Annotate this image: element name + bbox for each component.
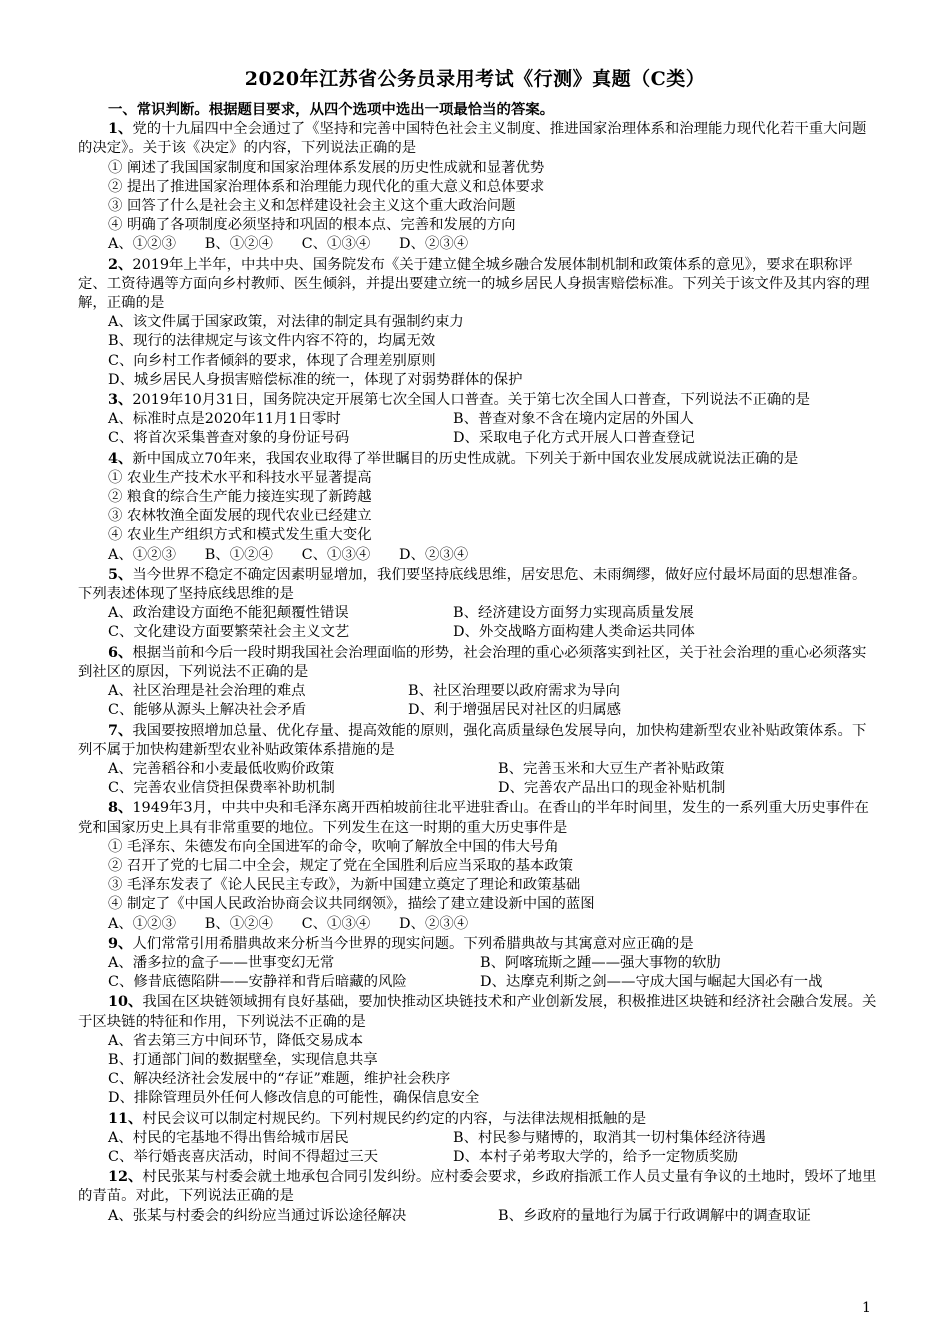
answer-option-d: D、达摩克利斯之剑——守成大国与崛起大国必有一战 — [480, 974, 823, 991]
question-8 — [78, 798, 878, 837]
answer-option-a: A、标准时点是2020年11月1日零时 — [108, 411, 341, 428]
statement-item: ③ 农林牧渔全面发展的现代农业已经建立 — [108, 508, 372, 525]
option-row — [78, 604, 878, 623]
answer-option-a: A、张某与村委会的纠纷应当通过诉讼途径解决 — [108, 1207, 407, 1224]
answer-option-d: D、外交战略方面构建人类命运共同体 — [453, 624, 695, 641]
question-stem: 2019年10月31日，国务院决定开展第七次全国人口普查。关于第七次全国人口普查，下列说法不正确的是 — [132, 392, 811, 409]
question-stem: 我国在区块链领域拥有良好基础，要加快推动区块链技术和产业创新发展，积极推进区块链和经济社会融合发展。关于区块链的特征和作用，下列说法不正确的是 — [78, 994, 877, 1030]
answer-option-b: B、村民参与赌博的，取消其一切村集体经济待遇 — [453, 1129, 766, 1146]
statement-item: ③ 毛泽东发表了《论人民民主专政》，为新中国建立奠定了理论和政策基础 — [108, 877, 581, 894]
question-number: 5、 — [108, 565, 133, 583]
answer-option: B、打通部门间的数据壁垒，实现信息共享 — [108, 1051, 378, 1068]
question-2 — [78, 255, 878, 314]
option-row — [78, 623, 878, 642]
statement-item: ③ 回答了什么是社会主义和怎样建设社会主义这个重大政治问题 — [108, 198, 516, 215]
answer-option-b: B、乡政府的量地行为属于行政调解中的调查取证 — [498, 1207, 811, 1224]
section-heading: 一、常识判断。根据题目要求，从四个选项中选出一项最恰当的答案。 — [108, 101, 555, 118]
option-row — [78, 701, 878, 720]
answer-option-b: B、经济建设方面努力实现高质量发展 — [453, 605, 694, 622]
question-number: 1、 — [108, 120, 133, 138]
question-number: 3、 — [108, 391, 133, 409]
statement-item: ② 提出了推进国家治理体系和治理能力现代化的重大意义和总体要求 — [108, 178, 545, 195]
answer-option-a: A、村民的宅基地不得出售给城市居民 — [108, 1129, 349, 1146]
answer-option: A、该文件属于国家政策，对法律的制定具有强制约束力 — [108, 314, 464, 331]
answer-option-d: D、本村子弟考取大学的，给予一定物质奖励 — [453, 1148, 738, 1165]
question-12 — [78, 1167, 878, 1206]
answer-option-d: D、完善农产品出口的现金补贴机制 — [498, 780, 726, 797]
question-stem: 我国要按照增加总量、优化存量、提高效能的原则，强化高质量绿色发展导向，加快构建新型农业补贴政策体系。下列不属于加快构建新型农业补贴政策体系措施的是 — [78, 722, 867, 758]
option-row — [78, 410, 878, 429]
option-row — [78, 954, 878, 973]
question-stem: 根据当前和今后一段时期我国社会治理面临的形势，社会治理的重心必须落实到社区，关于社会治理的重心必须落实到社区的原因，下列说法不正确的是 — [78, 644, 867, 680]
question-9 — [78, 934, 878, 954]
option-row — [78, 429, 878, 448]
answer-option-b: B、社区治理要以政府需求为导向 — [408, 683, 621, 700]
question-1 — [78, 119, 878, 158]
answer-option-a: A、社区治理是社会治理的难点 — [108, 683, 306, 700]
question-stem: 当今世界不稳定不确定因素明显增加，我们要坚持底线思维，居安思危、未雨绸缪，做好应付最坏局面的思想准备。下列表述体现了坚持底线思维的是 — [78, 566, 867, 603]
option-row — [78, 1129, 878, 1148]
question-number: 12、 — [108, 1168, 143, 1186]
statement-item: ④ 制定了《中国人民政治协商会议共同纲领》，描绘了建立建设新中国的蓝图 — [108, 896, 595, 913]
question-4 — [78, 449, 878, 469]
option-row — [78, 1148, 878, 1167]
document-body — [78, 100, 878, 1226]
statement-item: ① 农业生产技术水平和科技水平显著提高 — [108, 469, 372, 486]
answer-option-b: B、阿喀琉斯之踵——强大事物的软肋 — [480, 954, 721, 971]
page-title: 2020年江苏省公务员录用考试《行测》真题（C类） — [244, 68, 706, 90]
answer-option-b: B、普查对象不含在境内定居的外国人 — [453, 411, 694, 428]
answer-option: D、排除管理员外任何人修改信息的可能性，确保信息安全 — [108, 1090, 480, 1107]
statement-item: ④ 明确了各项制度必须坚持和巩固的根本点、完善和发展的方向 — [108, 217, 516, 234]
answer-option: B、现行的法律规定与该文件内容不符的，均属无效 — [108, 333, 436, 350]
answer-option-c: C、修昔底德陷阱——安静祥和背后暗藏的风险 — [108, 974, 407, 991]
question-stem: 党的十九届四中全会通过了《坚持和完善中国特色社会主义制度、推进国家治理体系和治理能力现代化若干重大问题的决定》。关于该《决定》的内容，下列说法正确的是 — [78, 121, 867, 157]
question-6 — [78, 643, 878, 682]
question-number: 6、 — [108, 643, 133, 661]
question-number: 8、 — [108, 799, 133, 817]
statement-item: ① 阐述了我国国家制度和国家治理体系发展的历史性成就和显著优势 — [108, 159, 545, 176]
answer-option-d: D、利于增强居民对社区的归属感 — [408, 702, 622, 719]
question-5 — [78, 565, 878, 604]
option-row — [78, 973, 878, 992]
question-stem: 2019年上半年，中共中央、国务院发布《关于建立健全城乡融合发展体制机制和政策体系的意见》，要求在职称评定、工资待遇等方面向乡村教师、医生倾斜，并提出要建立统一的城乡居民人身损害赔偿标准。下列关于该文件及其内容的理解，正确的是 — [78, 256, 870, 312]
statement-item: ④ 农业生产组织方式和模式发生重大变化 — [108, 527, 372, 544]
answer-option-c: C、文化建设方面要繁荣社会主义文艺 — [108, 624, 350, 641]
answer-option: C、解决经济社会发展中的“存证”难题，维护社会秩序 — [108, 1071, 451, 1088]
answer-option-c: C、将首次采集普查对象的身份证号码 — [108, 430, 350, 447]
statement-item: ① 毛泽东、朱德发布向全国进军的命令，吹响了解放全中国的伟大号角 — [108, 838, 559, 855]
question-number: 2、 — [108, 255, 133, 273]
question-stem: 村民张某与村委会就土地承包合同引发纠纷。应村委会要求，乡政府指派工作人员丈量有争议的土地时，毁坏了地里的青苗。对此，下列说法正确的是 — [78, 1169, 877, 1205]
answer-option: C、向乡村工作者倾斜的要求，体现了合理差别原则 — [108, 352, 436, 369]
question-stem: 村民会议可以制定村规民约。下列村规民约约定的内容，与法律法规相抵触的是 — [142, 1110, 647, 1127]
option-row — [78, 682, 878, 701]
answer-choices: A、①②③ B、①②④ C、①③④ D、②③④ — [108, 546, 469, 563]
option-row — [78, 760, 878, 779]
answer-option-c: C、能够从源头上解决社会矛盾 — [108, 702, 307, 719]
question-stem: 人们常常引用希腊典故来分析当今世界的现实问题。下列希腊典故与其寓意对应正确的是 — [132, 935, 694, 952]
question-number: 9、 — [108, 934, 133, 952]
answer-option-b: B、完善玉米和大豆生产者补贴政策 — [498, 760, 725, 777]
answer-option-d: D、采取电子化方式开展人口普查登记 — [453, 430, 695, 447]
answer-option-a: A、政治建设方面绝不能犯颠覆性错误 — [108, 605, 349, 622]
question-stem: 1949年3月，中共中央和毛泽东离开西柏坡前往北平进驻香山。在香山的半年时间里，发生的一系列重大历史事件在党和国家历史上具有非常重要的地位。下列发生在这一时期的重大历史事件是 — [78, 800, 869, 836]
answer-option-c: C、完善农业信贷担保费率补助机制 — [108, 780, 335, 797]
answer-choices: A、①②③ B、①②④ C、①③④ D、②③④ — [108, 236, 469, 253]
question-10 — [78, 992, 878, 1031]
answer-option: A、省去第三方中间环节，降低交易成本 — [108, 1032, 364, 1049]
question-number: 10、 — [108, 993, 143, 1011]
option-row — [78, 779, 878, 798]
question-number: 7、 — [108, 721, 133, 739]
page-number: 1 — [862, 1300, 871, 1316]
question-number: 4、 — [108, 449, 133, 467]
question-11 — [78, 1109, 878, 1129]
option-row — [78, 1207, 878, 1226]
answer-option: D、城乡居民人身损害赔偿标准的统一，体现了对弱势群体的保护 — [108, 371, 523, 388]
question-number: 11、 — [108, 1109, 143, 1127]
statement-item: ② 召开了党的七届二中全会，规定了党在全国胜利后应当采取的基本政策 — [108, 857, 574, 874]
answer-option-c: C、举行婚丧喜庆活动，时间不得超过三天 — [108, 1148, 379, 1165]
statement-item: ② 粮食的综合生产能力接连实现了新跨越 — [108, 489, 372, 506]
question-7 — [78, 721, 878, 760]
answer-option-a: A、潘多拉的盒子——世事变幻无常 — [108, 954, 335, 971]
question-3 — [78, 390, 878, 410]
question-stem: 新中国成立70年来，我国农业取得了举世瞩目的历史性成就。下列关于新中国农业发展成就说法正确的是 — [132, 450, 799, 467]
answer-choices: A、①②③ B、①②④ C、①③④ D、②③④ — [108, 915, 469, 932]
answer-option-a: A、完善稻谷和小麦最低收购价政策 — [108, 760, 335, 777]
